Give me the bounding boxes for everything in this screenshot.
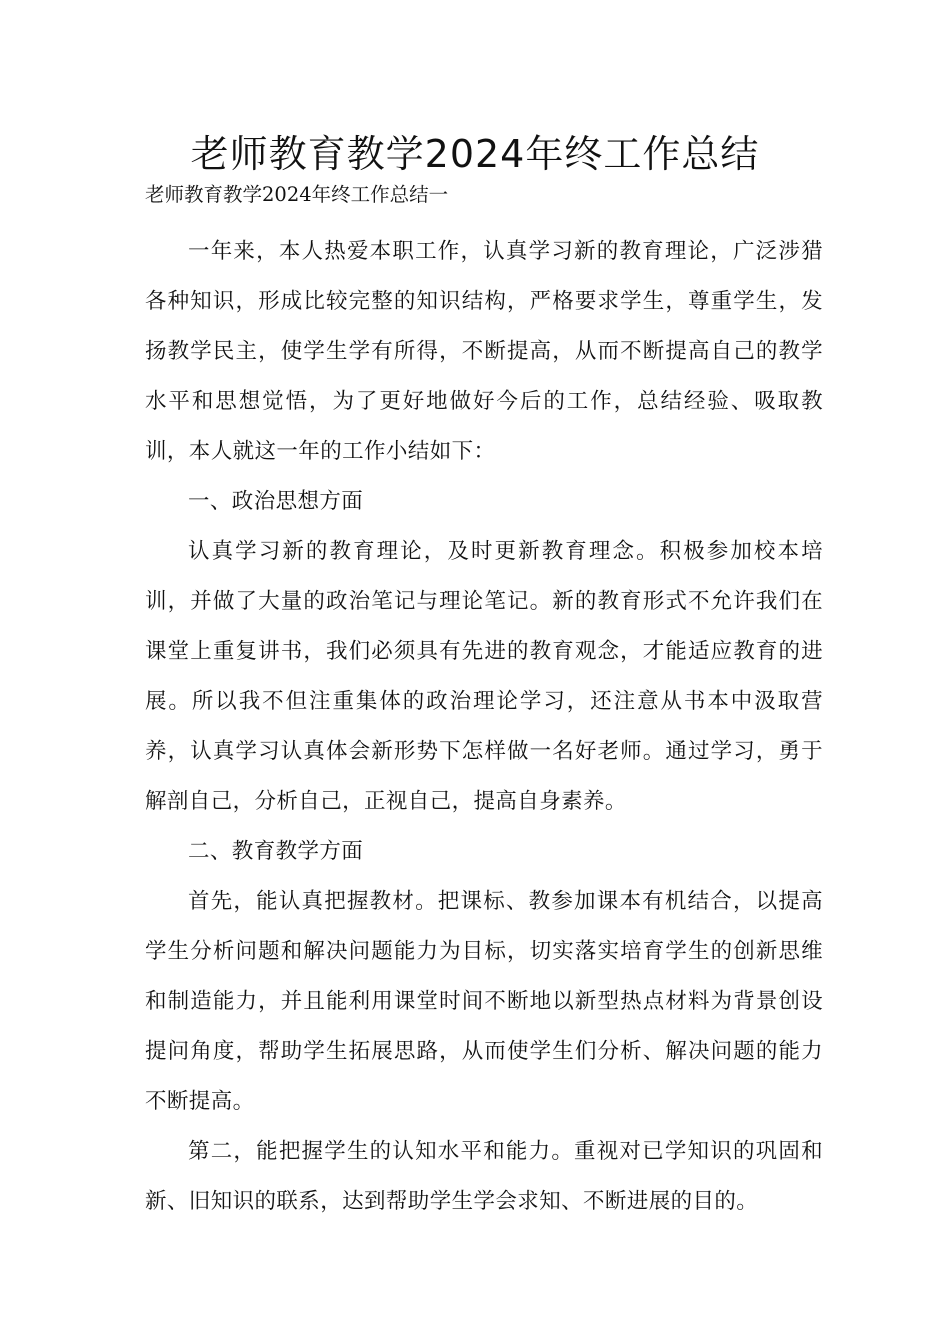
document-title: 老师教育教学2024年终工作总结	[190, 132, 760, 176]
document-body	[145, 227, 823, 1227]
intro-paragraph: 一年来，本人热爱本职工作，认真学习新的教育理论，广泛涉猎各种知识，形成比较完整的知识结构，严格要求学生，尊重学生，发扬教学民主，使学生学有所得，不断提高，从而不断提高自己的教学水平和思想觉悟，为了更好地做好今后的工作，总结经验、吸取教训，本人就这一年的工作小结如下：	[145, 239, 823, 464]
document-subtitle: 老师教育教学2024年终工作总结一	[145, 183, 449, 206]
section-heading-teaching: 二、教育教学方面	[188, 839, 364, 864]
politics-paragraph: 认真学习新的教育理论，及时更新教育理念。积极参加校本培训，并做了大量的政治笔记与理论笔记。新的教育形式不允许我们在课堂上重复讲书，我们必须具有先进的教育观念，才能适应教育的进展。所以我不但注重集体的政治理论学习，还注意从书本中汲取营养，认真学习认真体会新形势下怎样做一名好老师。通过学习，勇于解剖自己，分析自己，正视自己，提高自身素养。	[145, 539, 823, 814]
teaching-paragraph-2: 第二，能把握学生的认知水平和能力。重视对已学知识的巩固和新、旧知识的联系，达到帮助学生学会求知、不断进展的目的。	[145, 1139, 823, 1214]
section-heading-politics: 一、政治思想方面	[188, 489, 364, 514]
teaching-paragraph-1: 首先，能认真把握教材。把课标、教参加课本有机结合，以提高学生分析问题和解决问题能力为目标，切实落实培育学生的创新思维和制造能力，并且能利用课堂时间不断地以新型热点材料为背景创设提问角度，帮助学生拓展思路，从而使学生们分析、解决问题的能力不断提高。	[145, 889, 823, 1114]
